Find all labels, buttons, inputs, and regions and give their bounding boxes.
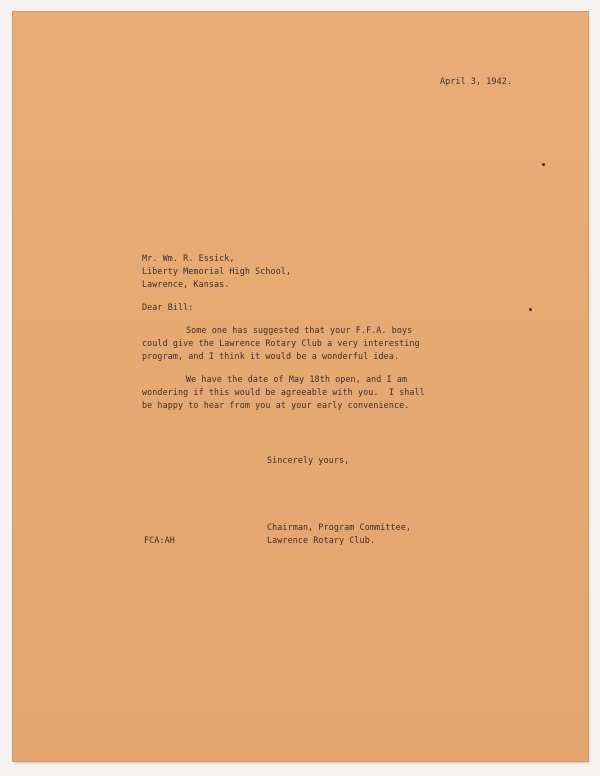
recipient-city: Lawrence, Kansas. (142, 279, 230, 289)
paper-speck (529, 308, 532, 311)
recipient-name: Mr. Wm. R. Essick, (142, 253, 235, 263)
paragraph2-line2: wondering if this would be agreeable with you. I shall (142, 387, 425, 397)
signature-organization: Lawrence Rotary Club. (267, 535, 375, 545)
signature-title: Chairman, Program Committee, (267, 522, 411, 532)
letter-page (13, 12, 588, 761)
paper-speck (542, 163, 545, 166)
closing: Sincerely yours, (267, 455, 350, 465)
paragraph2-line1: We have the date of May 18th open, and I am (186, 374, 408, 384)
paragraph1-line2: could give the Lawrence Rotary Club a very interesting (142, 338, 420, 348)
salutation: Dear Bill: (142, 302, 194, 312)
paragraph1-line1: Some one has suggested that your F.F.A. boys (186, 325, 413, 335)
recipient-school: Liberty Memorial High School, (142, 266, 292, 276)
paragraph2-line3: be happy to hear from you at your early convenience. (142, 400, 410, 410)
reference-initials: FCA:AH (144, 535, 175, 545)
letter-date: April 3, 1942. (440, 76, 512, 86)
paragraph1-line3: program, and I think it would be a wonderful idea. (142, 351, 400, 361)
